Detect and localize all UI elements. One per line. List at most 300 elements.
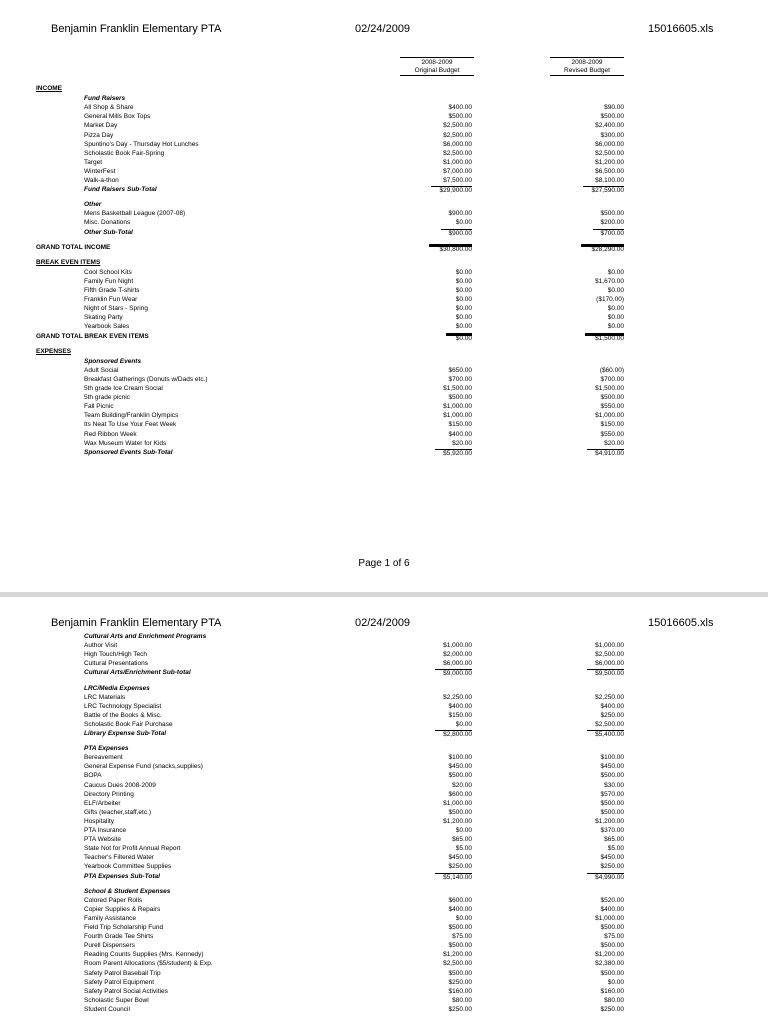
table-row: [0, 219, 768, 227]
original-budget-value: $700.00: [448, 375, 472, 383]
original-budget-value: $1,000.00: [443, 403, 472, 411]
table-row: [0, 269, 768, 277]
org-name: Benjamin Franklin Elementary PTA: [51, 617, 222, 629]
row-label: Fall Picnic: [84, 403, 114, 411]
revised-budget-value: $370.00: [600, 827, 624, 834]
row-label: GRAND TOTAL BREAK EVEN ITEMS: [36, 332, 149, 340]
column-header-revised: [550, 57, 624, 76]
grand-row: [0, 244, 768, 252]
subtotal-row: [0, 229, 768, 237]
table-row: [0, 791, 768, 799]
original-budget-value: $0.00: [455, 827, 472, 834]
table-row: [0, 440, 768, 448]
table-row: [0, 113, 768, 121]
original-budget-value: $900.00: [448, 210, 472, 218]
file-name: 15016605.xls: [648, 617, 714, 629]
original-budget-value: $5,920.00: [435, 449, 472, 458]
row-label: Colored Paper Rolls: [84, 896, 143, 904]
row-label: Battle of the Books & Misc.: [84, 711, 162, 719]
revised-budget-value: $0.00: [607, 978, 624, 986]
table-row: [0, 177, 768, 185]
original-budget-value: $20.00: [452, 439, 472, 447]
revised-budget-value: $8,100.00: [595, 177, 624, 184]
row-label: Adult Social: [84, 366, 119, 374]
revised-budget-value: $100.00: [600, 754, 624, 762]
original-budget-value: $0.00: [455, 219, 472, 227]
row-label: General Mills Box Tops: [84, 113, 151, 121]
original-budget-value: $150.00: [448, 711, 472, 719]
original-budget-value: $0.00: [455, 296, 472, 304]
original-budget-value: $20.00: [452, 781, 472, 789]
row-label: GRAND TOTAL INCOME: [36, 243, 111, 251]
original-budget-value: $650.00: [448, 366, 472, 374]
original-budget-value: $1,500.00: [443, 385, 472, 392]
table-row: [0, 906, 768, 914]
sub-row: [0, 685, 768, 693]
original-budget-value: $450.00: [448, 763, 472, 771]
original-budget-value: $250.00: [448, 1005, 472, 1013]
original-budget-value: $6,000.00: [443, 140, 472, 148]
revised-budget-value: $1,000.00: [595, 412, 624, 420]
table-row: [0, 703, 768, 711]
revised-budget-value: $160.00: [600, 987, 624, 995]
revised-budget-value: $550.00: [600, 430, 624, 438]
original-budget-value: $2,500.00: [443, 960, 472, 968]
revised-budget-value: $1,200.00: [595, 817, 624, 825]
table-row: [0, 394, 768, 402]
revised-budget-value: $250.00: [600, 863, 624, 871]
row-label: Hospitality: [84, 817, 114, 825]
row-label: Bereavement: [84, 754, 123, 762]
sub-row: [0, 358, 768, 366]
row-label: General Expense Fund (snacks,supplies): [84, 763, 203, 771]
table-row: [0, 827, 768, 835]
row-label: Cool School Kits: [84, 268, 132, 276]
row-label: Red Ribbon Week: [84, 430, 137, 438]
table-row: [0, 660, 768, 668]
revised-budget-value: $570.00: [600, 790, 624, 798]
table-row: [0, 210, 768, 218]
table-row: [0, 431, 768, 439]
original-budget-value: $150.00: [448, 421, 472, 429]
revised-budget-value: $400.00: [600, 702, 624, 710]
original-budget-value: $9,000.00: [435, 669, 472, 678]
report-page-2: [0, 597, 768, 1024]
revised-budget-value: $1,200.00: [595, 951, 624, 959]
row-label: Pizza Day: [84, 131, 114, 139]
column-title: Original Budget: [400, 67, 474, 76]
grand-row: [0, 333, 768, 341]
section-row: [0, 259, 768, 267]
revised-budget-value: $500.00: [600, 942, 624, 950]
original-budget-value: $5.00: [455, 845, 472, 853]
original-budget-value: $2,500.00: [443, 122, 472, 130]
table-row: [0, 1006, 768, 1014]
row-label: PTA Expenses Sub-Total: [84, 872, 160, 880]
sub-row: [0, 95, 768, 103]
row-label: Mens Basketball League (2007-08): [84, 210, 186, 218]
revised-budget-value: $6,500.00: [595, 167, 624, 175]
revised-budget-value: $2,500.00: [595, 720, 624, 728]
revised-budget-value: $2,380.00: [595, 960, 624, 968]
original-budget-value: $500.00: [448, 772, 472, 780]
revised-budget-value: $20.00: [604, 439, 624, 447]
table-row: [0, 150, 768, 158]
original-budget-value: $500.00: [448, 969, 472, 977]
row-label: PTA Website: [84, 836, 121, 844]
revised-budget-value: $9,500.00: [587, 669, 624, 678]
original-budget-value: $900.00: [441, 229, 473, 238]
original-budget-value: $2,250.00: [443, 693, 472, 701]
revised-budget-value: $0.00: [607, 314, 624, 322]
row-label: All Shop & Share: [84, 104, 134, 112]
row-label: Yearbook Committee Supplies: [84, 863, 172, 871]
section-row: [0, 348, 768, 356]
original-budget-value: $0.00: [455, 323, 472, 331]
original-budget-value: $7,000.00: [443, 167, 472, 175]
row-label: Skating Party: [84, 314, 123, 322]
row-label: State Not for Profit Annual Report: [84, 845, 181, 853]
table-row: [0, 323, 768, 331]
revised-budget-value: $700.00: [593, 229, 625, 238]
table-row: [0, 385, 768, 393]
revised-budget-value: $500.00: [600, 113, 624, 121]
revised-budget-value: $500.00: [600, 969, 624, 977]
subtotal-row: [0, 669, 768, 677]
original-budget-value: $5,140.00: [435, 873, 472, 882]
revised-budget-value: $450.00: [600, 763, 624, 771]
original-budget-value: $2,500.00: [443, 149, 472, 157]
row-label: Market Day: [84, 122, 118, 130]
table-row: [0, 979, 768, 987]
revised-budget-value: $500.00: [600, 772, 624, 780]
row-label: Night of Stars - Spring: [84, 305, 148, 313]
revised-budget-value: $500.00: [600, 394, 624, 402]
subtotal-row: [0, 186, 768, 194]
revised-budget-value: $250.00: [600, 1005, 624, 1013]
section-row: [0, 85, 768, 93]
column-year: 2008-2009: [571, 59, 603, 66]
revised-budget-value: $1,000.00: [595, 642, 624, 650]
table-row: [0, 915, 768, 923]
table-row: [0, 104, 768, 112]
sub-row: [0, 633, 768, 641]
revised-budget-value: $0.00: [607, 287, 624, 294]
row-label: Scholastic Book Fair-Spring: [84, 149, 165, 157]
table-row: [0, 942, 768, 950]
table-row: [0, 863, 768, 871]
table-row: [0, 132, 768, 140]
table-row: [0, 712, 768, 720]
row-label: Team Building/Franklin Olympics: [84, 412, 179, 420]
row-label: Caucus Dues 2008-2009: [84, 781, 156, 789]
revised-budget-value: $75.00: [604, 933, 624, 941]
revised-budget-value: $700.00: [600, 375, 624, 383]
original-budget-value: $0.00: [455, 305, 472, 313]
revised-budget-value: $2,500.00: [595, 149, 624, 157]
report-date: 02/24/2009: [355, 617, 411, 629]
row-label: 5th grade picnic: [84, 394, 130, 402]
original-budget-value: $0.00: [455, 314, 472, 322]
original-budget-value: $600.00: [448, 790, 472, 798]
row-label: Room Parent Allocations ($5/student) & Exp.: [84, 960, 213, 968]
revised-budget-value: $500.00: [600, 210, 624, 218]
original-budget-value: $400.00: [448, 905, 472, 913]
table-row: [0, 897, 768, 905]
table-row: [0, 845, 768, 853]
row-label: ELF/Arbeiter: [84, 799, 121, 807]
table-row: [0, 168, 768, 176]
row-label: Franklin Fun Wear: [84, 296, 138, 304]
row-label: Library Expense Sub-Total: [84, 730, 167, 737]
original-budget-value: $250.00: [448, 863, 472, 871]
row-label: Target: [84, 158, 103, 166]
original-budget-value: $100.00: [448, 754, 472, 762]
row-label: EXPENSES: [36, 347, 72, 355]
table-row: [0, 642, 768, 650]
original-budget-value: $450.00: [448, 854, 472, 862]
row-label: Yearbook Sales: [84, 323, 130, 331]
original-budget-value: $400.00: [448, 104, 472, 112]
table-row: [0, 694, 768, 702]
revised-budget-value: $0.00: [607, 305, 624, 313]
row-label: Safety Patrol Social Activities: [84, 987, 168, 995]
row-label: Student Council: [84, 1005, 130, 1013]
row-label: LRC Materials: [84, 693, 126, 701]
table-row: [0, 782, 768, 790]
revised-budget-value: $450.00: [600, 854, 624, 862]
revised-budget-value: $500.00: [600, 799, 624, 807]
table-row: [0, 721, 768, 729]
revised-budget-value: $400.00: [600, 905, 624, 913]
table-row: [0, 970, 768, 978]
original-budget-value: $1,200.00: [443, 951, 472, 959]
row-label: Family Fun Night: [84, 277, 134, 285]
original-budget-value: $600.00: [448, 896, 472, 904]
row-label: High Touch/High Tech: [84, 651, 147, 659]
row-label: LRC/Media Expenses: [84, 684, 150, 692]
row-label: INCOME: [36, 85, 62, 92]
original-budget-value: $0.00: [455, 720, 472, 728]
table-row: [0, 305, 768, 313]
revised-budget-value: $28,290.00: [581, 244, 624, 253]
revised-budget-value: $5.00: [607, 845, 624, 853]
table-row: [0, 988, 768, 996]
revised-budget-value: $550.00: [600, 403, 624, 411]
row-label: Fund Raisers Sub-Total: [84, 186, 157, 194]
row-label: PTA Expenses: [84, 745, 129, 753]
revised-budget-value: $2,500.00: [595, 651, 624, 659]
original-budget-value: $1,000.00: [443, 799, 472, 807]
sub-row: [0, 201, 768, 209]
original-budget-value: $500.00: [448, 394, 472, 402]
page-footer: Page 1 of 6: [358, 558, 410, 569]
row-label: Cultural Arts and Enrichment Programs: [84, 633, 207, 640]
revised-budget-value: $6,000.00: [595, 660, 624, 668]
row-label: Family Assistance: [84, 914, 137, 922]
table-row: [0, 314, 768, 322]
revised-budget-value: $30.00: [604, 781, 624, 789]
table-row: [0, 836, 768, 844]
sub-row: [0, 745, 768, 753]
original-budget-value: $0.00: [455, 287, 472, 294]
revised-budget-value: ($170.00): [596, 296, 624, 304]
original-budget-value: $1,000.00: [443, 412, 472, 420]
table-row: [0, 287, 768, 295]
row-label: WinterFest: [84, 167, 116, 175]
revised-budget-value: $1,500.00: [585, 333, 624, 342]
revised-budget-value: $65.00: [604, 836, 624, 844]
original-budget-value: $0.00: [446, 333, 472, 342]
row-label: Author Visit: [84, 642, 118, 650]
row-label: Directory Printing: [84, 790, 134, 798]
original-budget-value: $500.00: [448, 924, 472, 931]
row-label: Gifts (teacher,staff,etc.): [84, 808, 152, 816]
row-label: Safety Patrol Equipment: [84, 978, 155, 986]
table-row: [0, 367, 768, 375]
original-budget-value: $400.00: [448, 702, 472, 710]
revised-budget-value: ($60.00): [599, 366, 624, 374]
revised-budget-value: $1,500.00: [595, 385, 624, 392]
row-label: Fund Raisers: [84, 95, 126, 103]
original-budget-value: $500.00: [448, 942, 472, 950]
row-label: Sponsored Events: [84, 357, 142, 365]
revised-budget-value: $4,990.00: [587, 873, 624, 882]
column-header-original: [400, 57, 474, 76]
original-budget-value: $30,800.00: [429, 244, 472, 253]
row-label: 5th grade Ice Cream Social: [84, 385, 163, 392]
original-budget-value: $500.00: [448, 113, 472, 121]
row-label: School & Student Expenses: [84, 887, 171, 895]
row-label: Cultural Arts/Enrichment Sub-total: [84, 669, 191, 677]
original-budget-value: $160.00: [448, 987, 472, 995]
column-year: 2008-2009: [421, 59, 453, 66]
revised-budget-value: $1,670.00: [595, 277, 624, 285]
row-label: PTA Insurance: [84, 827, 127, 834]
original-budget-value: $80.00: [452, 996, 472, 1004]
row-label: Teacher's Filtered Water: [84, 854, 154, 862]
revised-budget-value: $150.00: [600, 421, 624, 429]
table-row: [0, 763, 768, 771]
row-label: Other Sub-Total: [84, 228, 133, 236]
subtotal-row: [0, 730, 768, 738]
revised-budget-value: $200.00: [600, 219, 624, 227]
original-budget-value: $65.00: [452, 836, 472, 844]
table-row: [0, 854, 768, 862]
table-row: [0, 924, 768, 932]
revised-budget-value: $1,200.00: [595, 158, 624, 166]
row-label: Field Trip Scholarship Fund: [84, 924, 164, 931]
revised-budget-value: $0.00: [607, 323, 624, 331]
row-label: LRC Technology Specialist: [84, 702, 162, 710]
row-label: Copier Supplies & Repairs: [84, 905, 161, 913]
table-row: [0, 159, 768, 167]
row-label: BOPA: [84, 772, 102, 780]
revised-budget-value: $5,400.00: [587, 730, 624, 739]
revised-budget-value: $2,250.00: [595, 693, 624, 701]
original-budget-value: $75.00: [452, 933, 472, 941]
row-label: Its Neat To Use Your Feet Week: [84, 421, 177, 429]
row-label: Fifth Grade T-shirts: [84, 287, 140, 294]
table-row: [0, 141, 768, 149]
row-label: Scholastic Super Bowl: [84, 996, 149, 1004]
original-budget-value: $2,800.00: [435, 730, 472, 739]
row-label: Fourth Grade Tee Shirts: [84, 933, 154, 941]
table-row: [0, 412, 768, 420]
revised-budget-value: $0.00: [607, 268, 624, 276]
report-date: 02/24/2009: [355, 23, 411, 35]
row-label: Misc. Donations: [84, 219, 131, 227]
row-label: Reading Counts Supplies (Mrs. Kennedy): [84, 951, 204, 959]
original-budget-value: $29,900.00: [431, 186, 472, 195]
table-row: [0, 651, 768, 659]
original-budget-value: $0.00: [455, 277, 472, 285]
row-label: Spuntino's Day - Thursday Hot Lunches: [84, 140, 199, 148]
revised-budget-value: $2,400.00: [595, 122, 624, 130]
file-name: 15016605.xls: [648, 23, 714, 35]
row-label: Cultural Presentations: [84, 660, 148, 668]
column-title: Revised Budget: [550, 67, 624, 76]
table-row: [0, 122, 768, 130]
original-budget-value: $400.00: [448, 430, 472, 438]
revised-budget-value: $4,910.00: [587, 449, 624, 458]
row-label: Breakfast Gatherings (Donuts w/Dads etc.): [84, 375, 208, 383]
original-budget-value: $2,000.00: [443, 651, 472, 659]
org-name: Benjamin Franklin Elementary PTA: [51, 23, 222, 35]
row-label: Sponsored Events Sub-Total: [84, 448, 173, 456]
original-budget-value: $0.00: [455, 914, 472, 922]
revised-budget-value: $520.00: [600, 896, 624, 904]
table-row: [0, 809, 768, 817]
original-budget-value: $6,000.00: [443, 660, 472, 668]
original-budget-value: $2,500.00: [443, 131, 472, 139]
table-row: [0, 421, 768, 429]
table-row: [0, 278, 768, 286]
original-budget-value: $7,500.00: [443, 177, 472, 184]
table-row: [0, 754, 768, 762]
row-label: Safety Patrol Baseball Trip: [84, 969, 161, 977]
table-row: [0, 800, 768, 808]
table-row: [0, 772, 768, 780]
original-budget-value: $1,000.00: [443, 642, 472, 650]
revised-budget-value: $90.00: [604, 104, 624, 112]
revised-budget-value: $1,000.00: [595, 914, 624, 922]
table-row: [0, 933, 768, 941]
subtotal-row: [0, 873, 768, 881]
table-row: [0, 997, 768, 1005]
original-budget-value: $500.00: [448, 808, 472, 816]
table-row: [0, 951, 768, 959]
row-label: Purell Dispensers: [84, 942, 135, 950]
revised-budget-value: $27,590.00: [583, 186, 624, 195]
revised-budget-value: $300.00: [600, 131, 624, 139]
sub-row: [0, 888, 768, 896]
original-budget-value: $0.00: [455, 268, 472, 276]
revised-budget-value: $6,000.00: [595, 140, 624, 148]
table-row: [0, 960, 768, 968]
row-label: Wax Museum Water for Kids: [84, 439, 167, 447]
subtotal-row: [0, 449, 768, 457]
row-label: Other: [84, 201, 102, 209]
row-label: Walk-a-thon: [84, 177, 119, 184]
table-row: [0, 403, 768, 411]
row-label: Scholastic Book Fair Purchase: [84, 720, 173, 728]
row-label: BREAK EVEN ITEMS: [36, 258, 101, 266]
revised-budget-value: $500.00: [600, 808, 624, 816]
original-budget-value: $250.00: [448, 978, 472, 986]
revised-budget-value: $80.00: [604, 996, 624, 1004]
revised-budget-value: $500.00: [600, 924, 624, 931]
